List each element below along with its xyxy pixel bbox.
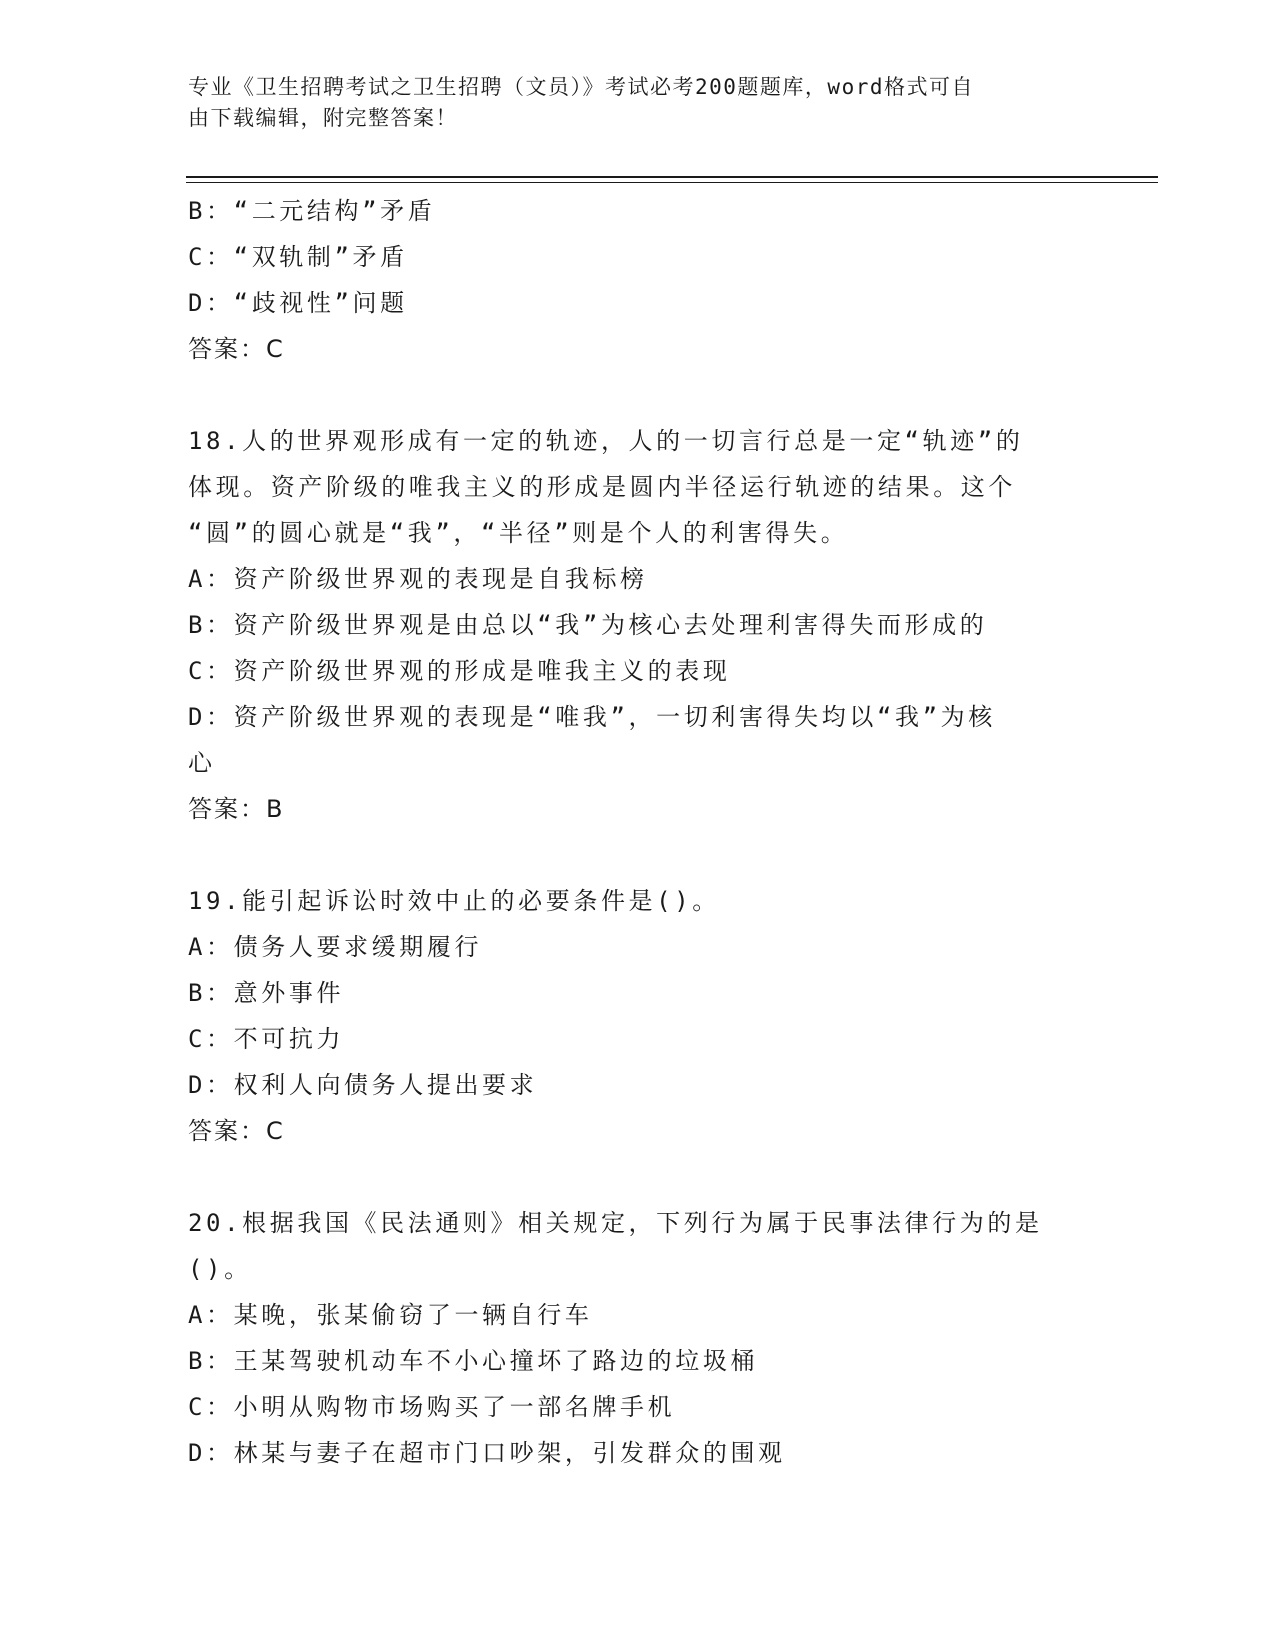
option-a: A：某晚，张某偷窃了一辆自行车 [188, 1301, 593, 1329]
option-c: C：不可抗力 [188, 1025, 345, 1053]
question-18 [188, 418, 1088, 832]
option-a: A：资产阶级世界观的表现是自我标榜 [188, 565, 648, 593]
header-line-2: 由下载编辑，附完整答案！ [188, 106, 458, 130]
option-d: D：权利人向债务人提出要求 [188, 1071, 538, 1099]
question-stem-line: “圆”的圆心就是“我”，“半径”则是个人的利害得失。 [188, 519, 849, 547]
spacer [188, 372, 1088, 418]
answer-line: 答案：C [188, 335, 285, 363]
option-b: B：王某驾驶机动车不小心撞坏了路边的垃圾桶 [188, 1347, 759, 1375]
option-d: D：资产阶级世界观的表现是“唯我”，一切利害得失均以“我”为核 [188, 703, 996, 731]
option-d-continued: 心 [188, 749, 216, 777]
question-stem-line: 体现。资产阶级的唯我主义的形成是圆内半径运行轨迹的结果。这个 [188, 473, 1016, 501]
answer-line: 答案：B [188, 795, 285, 823]
option-a: A：债务人要求缓期履行 [188, 933, 483, 961]
answer-line: 答案：C [188, 1117, 285, 1145]
header-line-1: 专业《卫生招聘考试之卫生招聘（文员）》考试必考200题题库，word格式可自 [188, 75, 974, 99]
document-header [188, 72, 1068, 134]
option-d: D：林某与妻子在超市门口吵架，引发群众的围观 [188, 1439, 786, 1467]
option-c: C：资产阶级世界观的形成是唯我主义的表现 [188, 657, 731, 685]
question-17-continued [188, 188, 1088, 372]
option-b: B：资产阶级世界观是由总以“我”为核心去处理利害得失而形成的 [188, 611, 988, 639]
spacer [188, 1154, 1088, 1200]
spacer [188, 832, 1088, 878]
question-content [188, 188, 1088, 1476]
option-c: C：“双轨制”矛盾 [188, 243, 408, 271]
header-divider-thick [186, 176, 1158, 178]
question-stem-line: 20.根据我国《民法通则》相关规定，下列行为属于民事法律行为的是 [188, 1209, 1043, 1237]
question-stem-line: 18.人的世界观形成有一定的轨迹，人的一切言行总是一定“轨迹”的 [188, 427, 1024, 455]
option-c: C：小明从购物市场购买了一部名牌手机 [188, 1393, 676, 1421]
question-stem-line: ()。 [188, 1255, 252, 1283]
option-d: D：“歧视性”问题 [188, 289, 408, 317]
option-b: B：意外事件 [188, 979, 345, 1007]
question-stem-line: 19.能引起诉讼时效中止的必要条件是()。 [188, 887, 720, 915]
question-20 [188, 1200, 1088, 1476]
question-19 [188, 878, 1088, 1154]
header-divider-thin [186, 182, 1158, 183]
option-b: B：“二元结构”矛盾 [188, 197, 436, 225]
